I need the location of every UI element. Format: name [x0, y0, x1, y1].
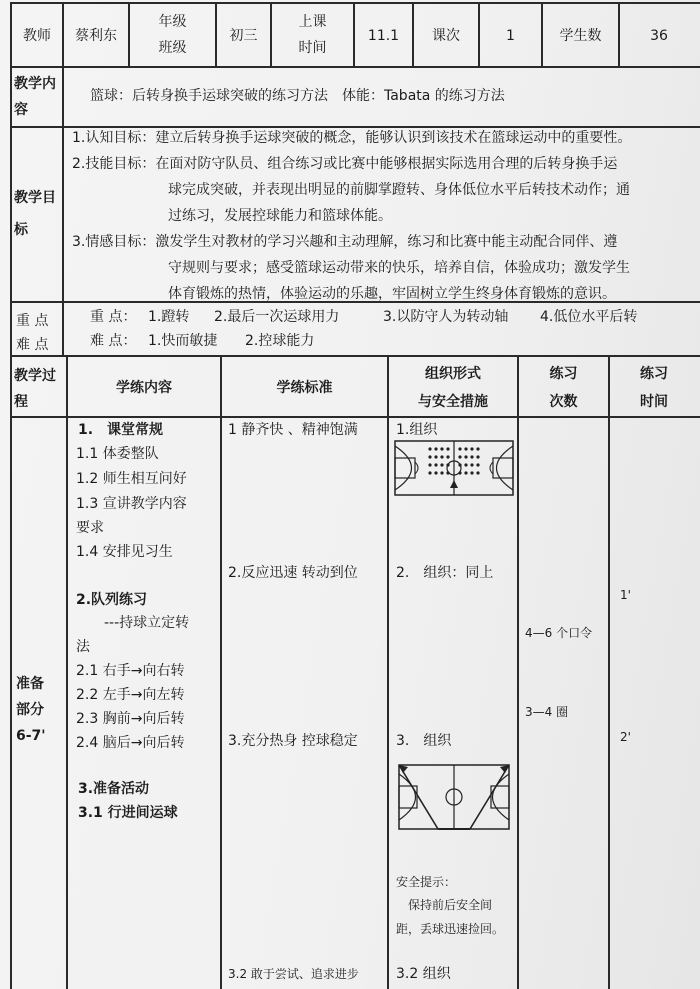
content-item: 2.3 胸前→向后转	[76, 711, 185, 727]
class-time-value: 11.1	[367, 28, 400, 44]
safety-title: 安全提示：	[396, 875, 457, 889]
grid-line	[387, 355, 389, 989]
difficulty-label: 难 点	[16, 337, 49, 353]
section-title: 3.准备活动	[78, 781, 150, 797]
section-title: 2.队列练习	[76, 592, 148, 608]
prep-label-2: 部分	[16, 702, 44, 718]
session-label: 课次	[432, 28, 460, 44]
content-item: 法	[76, 639, 90, 655]
section-title: 1. 课堂常规	[78, 422, 164, 438]
content-label: 教学内	[14, 76, 56, 92]
court-diagram-dribbling	[394, 760, 514, 834]
keypoint-item: 1.蹬转	[148, 309, 190, 325]
difficulty-prefix: 难 点：	[90, 333, 137, 349]
standard-item: 2.反应迅速 转动到位	[228, 565, 358, 581]
org-item: 1.组织	[396, 422, 438, 438]
content-item: 2.1 右手→向右转	[76, 663, 185, 679]
objective-line: 过练习，发展控球能力和篮球体能。	[168, 208, 392, 224]
col-org-header: 组织形式	[425, 366, 481, 382]
grade-label: 年级	[158, 14, 187, 30]
col-time-header: 练习	[640, 366, 668, 382]
difficulty-item: 2.控球能力	[245, 333, 315, 349]
content-item: 2.2 左手→向左转	[76, 687, 185, 703]
grid-line	[10, 66, 700, 68]
content-item: ---持球立定转	[104, 615, 190, 631]
grid-line	[10, 355, 700, 357]
keypoint-item: 3.以防守人为转动轴	[383, 309, 509, 325]
content-item: 要求	[76, 520, 104, 536]
content-item: 1.2 师生相互问好	[76, 471, 187, 487]
grid-line	[220, 355, 222, 989]
time-value: 2'	[620, 730, 631, 744]
content-item: 1.1 体委整队	[76, 446, 159, 462]
objectives-label-2: 标	[14, 222, 28, 238]
grid-line	[66, 355, 68, 989]
standard-item: 3.充分热身 控球稳定	[228, 733, 358, 749]
session-value: 1	[506, 28, 515, 44]
process-label-2: 程	[14, 394, 28, 410]
students-value: 36	[650, 28, 668, 44]
grid-line	[62, 66, 64, 355]
keypoint-item: 2.最后一次运球用力	[214, 309, 340, 325]
col-reps-header-2: 次数	[549, 394, 578, 410]
org-item: 3. 组织	[396, 733, 452, 749]
grid-line	[10, 2, 700, 4]
teacher-label: 教师	[23, 28, 51, 44]
grid-line	[517, 355, 519, 989]
class-label: 班级	[158, 40, 187, 56]
col-time-header-2: 时间	[640, 394, 668, 410]
prep-label: 准备	[16, 676, 44, 692]
teacher-name: 蔡利东	[75, 28, 117, 44]
grid-line	[608, 355, 610, 989]
content-text: 篮球：后转身换手运球突破的练习方法 体能：Tabata 的练习方法	[90, 88, 505, 104]
objective-line: 3.情感目标：激发学生对教材的学习兴趣和主动理解，练习和比赛中能主动配合同伴、遵	[72, 234, 618, 250]
objective-line: 2.技能目标：在面对防守队员、组合练习或比赛中能够根据实际选用合理的后转身换手运	[72, 156, 618, 172]
objective-line: 守规则与要求；感受篮球运动带来的快乐，培养自信，体验成功；激发学生	[168, 260, 630, 276]
keypoint-item: 4.低位水平后转	[540, 309, 638, 325]
org-item: 2. 组织：同上	[396, 565, 494, 581]
process-label: 教学过	[14, 368, 56, 384]
objective-line: 体育锻炼的热情，体验运动的乐趣，牢固树立学生终身体育锻炼的意识。	[168, 286, 616, 302]
court-diagram-formation	[394, 440, 514, 496]
safety-text: 保持前后安全间	[408, 898, 493, 912]
prep-duration: 6-7'	[16, 728, 46, 744]
objectives-list	[72, 125, 697, 307]
section-subtitle: 3.1 行进间运球	[78, 805, 178, 821]
safety-text: 距，丢球迅速捡回。	[396, 922, 505, 936]
content-item: 1.4 安排见习生	[76, 544, 173, 560]
objective-line: 球完成突破，并表现出明显的前脚掌蹬转、身体低位水平后转技术动作；通	[168, 182, 630, 198]
teacher-marker	[450, 480, 458, 488]
col-standard-header: 学练标准	[276, 380, 333, 396]
class-time-label-2: 时间	[298, 40, 327, 56]
time-value: 1'	[620, 588, 631, 602]
standard-item: 1 静齐快 、精神饱满	[228, 422, 358, 438]
objective-line: 1.认知目标：建立后转身换手运球突破的概念，能够认识到该技术在篮球运动中的重要性。	[72, 130, 632, 146]
standard-item: 3.2 敢于尝试、追求进步	[228, 967, 359, 981]
objectives-label: 教学目	[14, 190, 56, 206]
col-reps-header: 练习	[549, 366, 578, 382]
content-item: 1.3 宣讲教学内容	[76, 496, 187, 512]
students-label: 学生数	[559, 28, 602, 44]
grid-line	[10, 2, 12, 989]
difficulty-item: 1.快而敏捷	[148, 333, 218, 349]
grade-value: 初三	[229, 28, 258, 44]
keypoint-prefix: 重 点：	[90, 309, 137, 325]
reps-value: 3—4 圈	[525, 705, 569, 719]
grid-line	[10, 416, 700, 418]
content-item: 2.4 脑后→向后转	[76, 735, 185, 751]
content-label-2: 容	[14, 102, 28, 118]
class-time-label: 上课	[298, 14, 327, 30]
keypoint-label: 重 点	[16, 313, 49, 329]
org-item: 3.2 组织	[396, 966, 451, 982]
col-org-header-2: 与安全措施	[418, 394, 488, 410]
reps-value: 4—6 个口令	[525, 626, 593, 640]
col-content-header: 学练内容	[116, 380, 172, 396]
